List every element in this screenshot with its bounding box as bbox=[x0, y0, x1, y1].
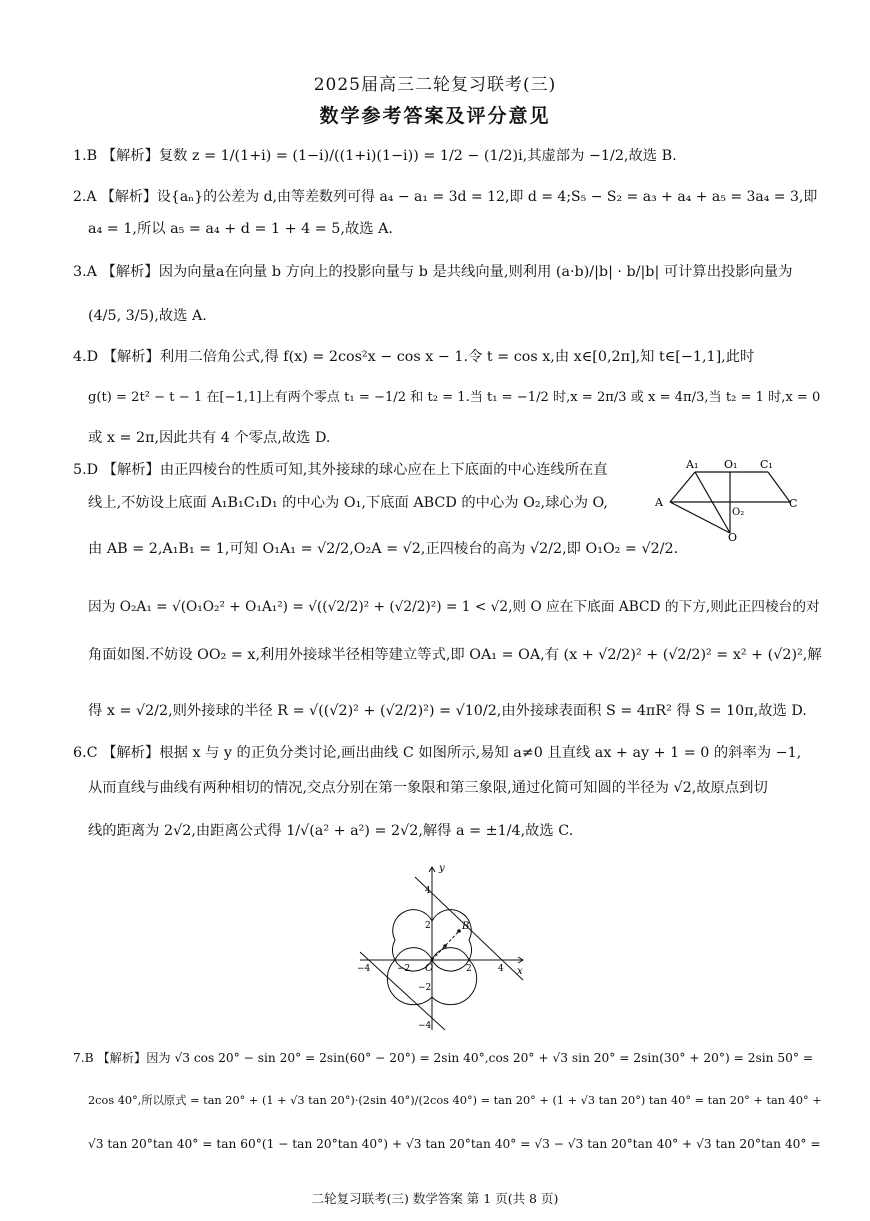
y-tick-neg4: −4 bbox=[418, 1021, 432, 1031]
curve-c-diagram bbox=[355, 862, 530, 1032]
page-footer: 二轮复习联考(三) 数学答案 第 1 页(共 8 页) bbox=[311, 1191, 559, 1206]
answer-4-line-3: 或 x = 2π,因此共有 4 个零点,故选 D. bbox=[88, 430, 331, 446]
answer-4-line-2: g(t) = 2t² − t − 1 在[−1,1]上有两个零点 t₁ = −1/2 和 t₂ = 1.当 t₁ = −1/2 时,x = 2π/3 或 x = 4π/3,当 t₂ = 1 时,x = 0 bbox=[88, 390, 821, 405]
label-o2: O₂ bbox=[732, 507, 745, 518]
label-c1: C₁ bbox=[760, 458, 773, 471]
answer-5-line-3: 由 AB = 2,A₁B₁ = 1,可知 O₁A₁ = √2/2,O₂A = √2,正四棱台的高为 √2/2,即 O₁O₂ = √2/2. bbox=[88, 541, 679, 557]
label-a: A bbox=[655, 496, 663, 509]
y-tick-neg2: −2 bbox=[418, 983, 432, 993]
x-tick-4: 4 bbox=[498, 964, 504, 974]
label-a1: A₁ bbox=[686, 458, 699, 471]
midpoint-marker bbox=[443, 944, 447, 948]
frustum-diagram bbox=[650, 455, 800, 545]
answer-1-line-1: 1.B 【解析】复数 z = 1/(1+i) = (1−i)/((1+i)(1−i)) = 1/2 − (1/2)i,其虚部为 −1/2,故选 B. bbox=[73, 148, 677, 164]
y-tick-2: 2 bbox=[425, 921, 431, 931]
page-title: 2025届高三二轮复习联考(三) bbox=[313, 75, 557, 95]
answer-6-line-1: 6.C 【解析】根据 x 与 y 的正负分类讨论,画出曲线 C 如图所示,易知 a≠0 且直线 ax + ay + 1 = 0 的斜率为 −1, bbox=[73, 745, 802, 761]
point-b-label: B bbox=[462, 921, 470, 932]
answer-7-line-1: 7.B 【解析】因为 √3 cos 20° − sin 20° = 2sin(60° − 20°) = 2sin 40°,cos 20° + √3 sin 20° = 2sin(30° + 20°) = 2sin 50° = bbox=[73, 1051, 814, 1065]
label-o1: O₁ bbox=[724, 458, 738, 471]
origin-label: O bbox=[425, 963, 434, 974]
answer-2-line-1: 2.A 【解析】设{aₙ}的公差为 d,由等差数列可得 a₄ − a₁ = 3d = 12,即 d = 4;S₅ − S₂ = a₃ + a₄ + a₅ = 3a₄ = 3,即 bbox=[73, 189, 818, 205]
answer-7-line-3: √3 tan 20°tan 40° = tan 60°(1 − tan 20°tan 40°) + √3 tan 20°tan 40° = √3 − √3 tan 20°tan 40° + √3 tan 20°tan 40° = bbox=[88, 1137, 821, 1151]
axis-y-label: y bbox=[439, 863, 445, 874]
axis-x-label: x bbox=[517, 966, 523, 977]
y-tick-4: 4 bbox=[425, 886, 431, 896]
answer-4-line-1: 4.D 【解析】利用二倍角公式,得 f(x) = 2cos²x − cos x − 1.令 t = cos x,由 x∈[0,2π],知 t∈[−1,1],此时 bbox=[73, 349, 755, 365]
point-b-marker bbox=[457, 929, 461, 933]
label-c: C bbox=[789, 497, 798, 510]
answer-5-line-6: 得 x = √2/2,则外接球的半径 R = √((√2)² + (√2/2)²) = √10/2,由外接球表面积 S = 4πR² 得 S = 10π,故选 D. bbox=[88, 703, 807, 719]
answer-2-line-2: a₄ = 1,所以 a₅ = a₄ + d = 1 + 4 = 5,故选 A. bbox=[88, 221, 393, 237]
answer-5-line-2: 线上,不妨设上底面 A₁B₁C₁D₁ 的中心为 O₁,下底面 ABCD 的中心为 O₂,球心为 O, bbox=[88, 495, 608, 511]
x-tick-neg2: −2 bbox=[397, 964, 411, 974]
answer-3-line-2: (4/5, 3/5),故选 A. bbox=[88, 308, 207, 324]
answer-6-line-3: 线的距离为 2√2,由距离公式得 1/√(a² + a²) = 2√2,解得 a = ±1/4,故选 C. bbox=[88, 823, 574, 839]
label-o: O bbox=[728, 531, 738, 544]
x-tick-neg4: −4 bbox=[357, 964, 371, 974]
answer-5-line-1: 5.D 【解析】由正四棱台的性质可知,其外接球的球心应在上下底面的中心连线所在直 bbox=[73, 462, 608, 478]
answer-3-line-1: 3.A 【解析】因为向量a在向量 b 方向上的投影向量与 b 是共线向量,则利用 (a·b)/|b| · b/|b| 可计算出投影向量为 bbox=[73, 264, 793, 280]
x-tick-2: 2 bbox=[466, 964, 472, 974]
answer-6-line-2: 从而直线与曲线有两种相切的情况,交点分别在第一象限和第三象限,通过化简可知圆的半径为 √2,故原点到切 bbox=[88, 780, 768, 796]
answer-7-line-2: 2cos 40°,所以原式 = tan 20° + (1 + √3 tan 20°)·(2sin 40°)/(2cos 40°) = tan 20° + (1 + √3 tan 20°) tan 40° = tan 20° + tan 40° + bbox=[88, 1094, 822, 1107]
answer-5-line-5: 角面如图.不妨设 OO₂ = x,利用外接球半径相等建立等式,即 OA₁ = OA,有 (x + √2/2)² + (√2/2)² = x² + (√2)²,解 bbox=[88, 647, 822, 663]
answer-5-line-4: 因为 O₂A₁ = √(O₁O₂² + O₁A₁²) = √((√2/2)² + (√2/2)²) = 1 < √2,则 O 应在下底面 ABCD 的下方,则此正四棱台的对 bbox=[88, 599, 820, 615]
page-subtitle: 数学参考答案及评分意见 bbox=[319, 105, 551, 127]
